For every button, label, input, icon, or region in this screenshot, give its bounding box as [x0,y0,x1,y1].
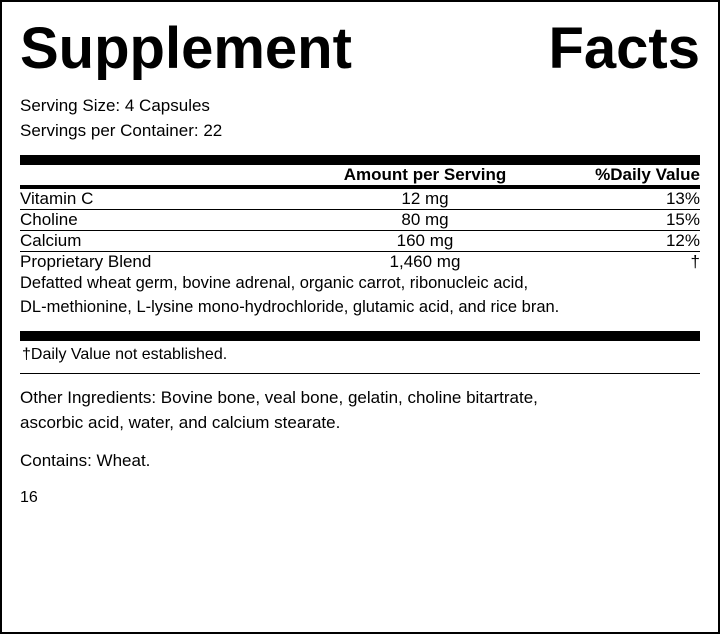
nutrient-amount: 80 mg [401,210,449,230]
other-ingredients [20,386,700,435]
nutrient-daily-value: 13% [665,189,700,209]
table-header-row [20,165,700,185]
servings-per-container: Servings per Container: 22 [20,120,223,140]
nutrient-amount: 12 mg [401,189,449,209]
header-nutrient [20,165,300,185]
nutrient-daily-value: 15% [665,210,700,230]
table-row-proprietary-blend [20,252,700,273]
header-daily-value: %Daily Value [595,165,700,185]
nutrient-daily-value: 12% [665,231,700,251]
page-title [20,16,700,81]
blend-description-row [20,272,700,319]
blend-description-line-2: DL-methionine, L-lysine mono-hydrochloride, glutamic acid, and rice bran. [20,297,560,316]
title-word-supplement: Supplement [20,16,352,81]
blend-description-line-1: Defatted wheat germ, bovine adrenal, organic carrot, ribonucleic acid, [20,274,529,293]
nutrient-name: Vitamin C [20,189,94,209]
nutrient-amount: 160 mg [396,231,454,251]
allergen-contains: Contains: Wheat. [20,451,151,471]
divider-thick-bottom [20,331,700,341]
blend-name: Proprietary Blend [20,252,152,272]
nutrient-name: Choline [20,210,78,230]
other-ingredients-line-2: ascorbic acid, water, and calcium stearate. [20,412,341,432]
blend-description [20,272,700,319]
nutrient-name: Calcium [20,231,82,251]
blend-amount: 1,460 mg [389,252,461,272]
blend-daily-value: † [690,252,700,272]
page-number: 16 [20,489,38,507]
other-ingredients-line-1: Other Ingredients: Bovine bone, veal bone, gelatin, choline bitartrate, [20,388,538,408]
divider-thin [20,373,700,374]
divider-thick-top [20,155,700,165]
table-row [20,210,700,231]
serving-size: Serving Size: 4 Capsules [20,96,210,115]
table-row [20,231,700,252]
nutrition-table [20,165,700,185]
header-amount-per-serving: Amount per Serving [343,165,507,185]
daily-value-footnote: †Daily Value not established. [22,346,228,364]
serving-info [20,94,700,143]
title-word-facts: Facts [548,16,700,81]
nutrient-rows [20,189,700,319]
table-row [20,189,700,210]
